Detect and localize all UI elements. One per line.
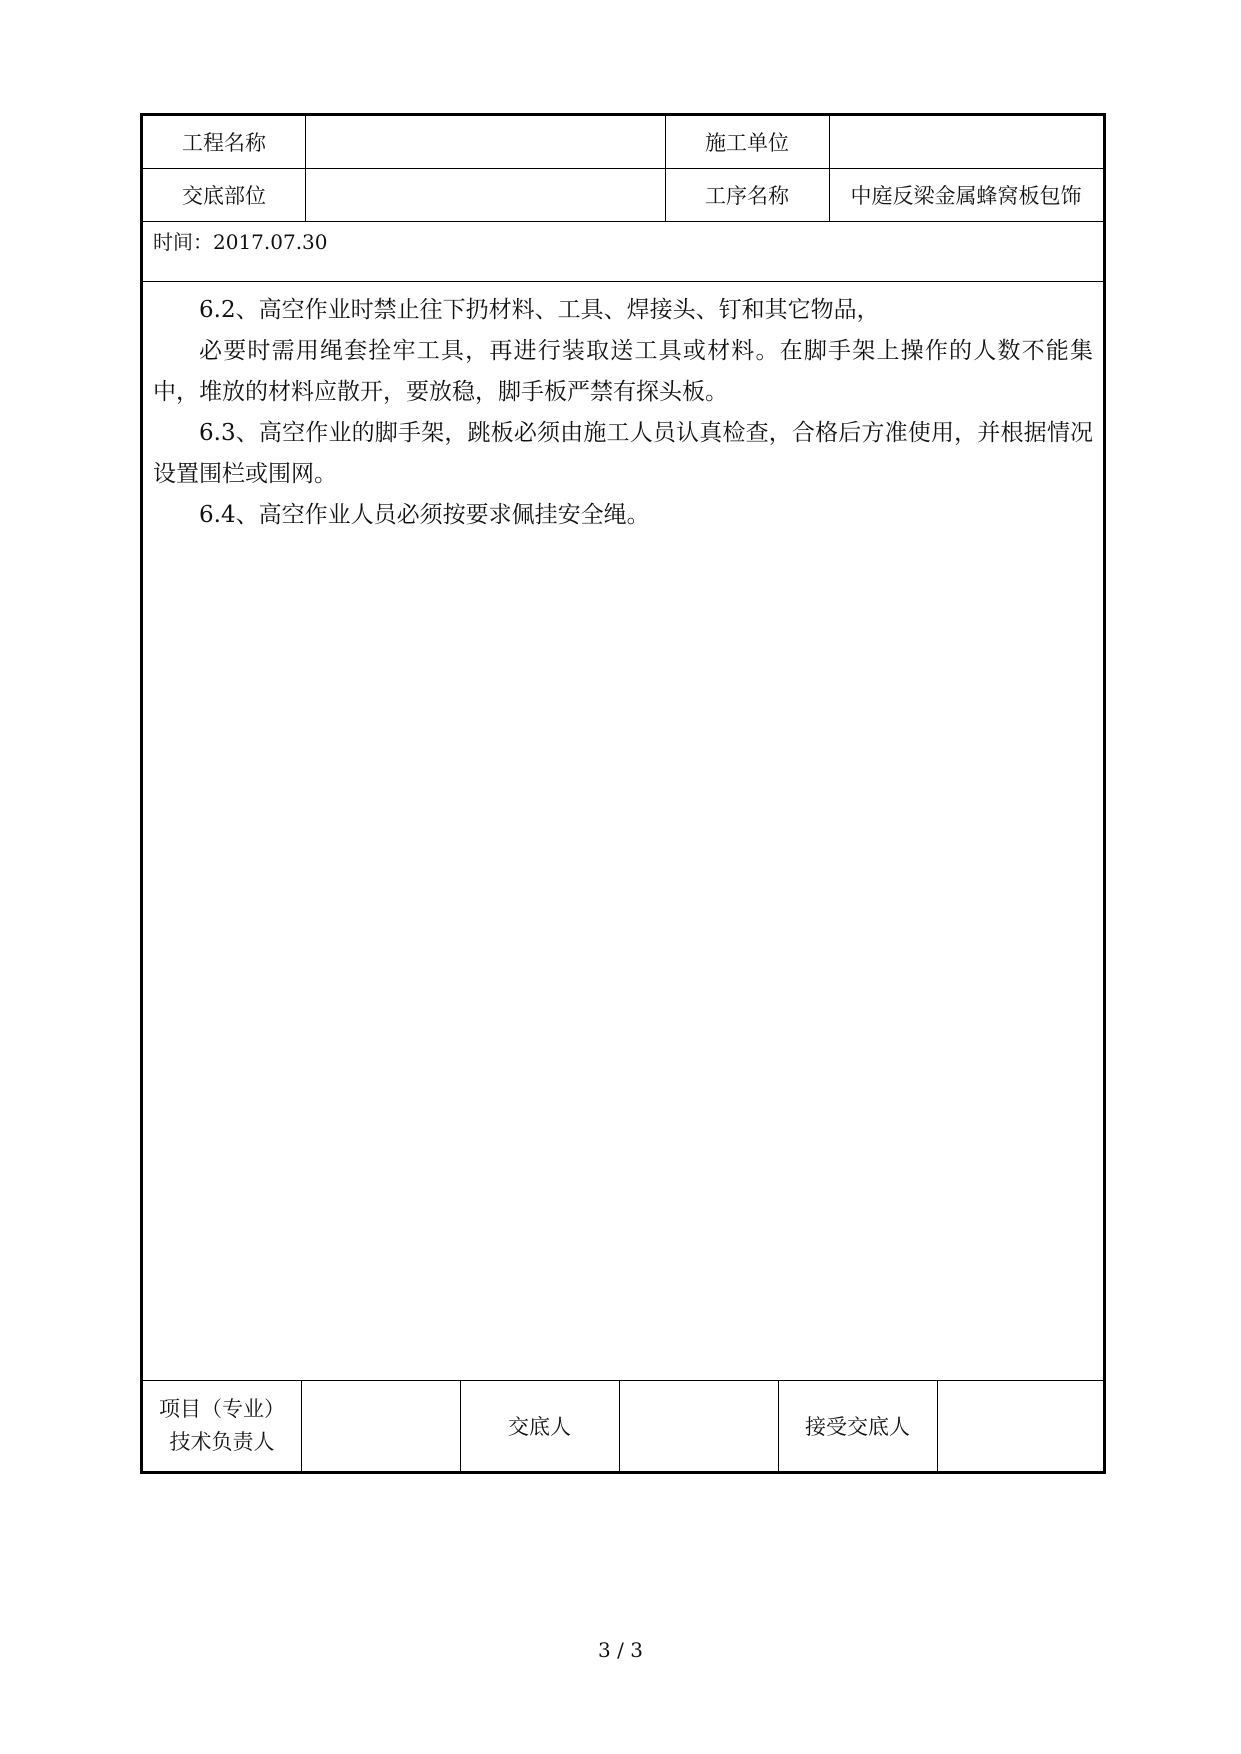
tech-lead-label [143, 1381, 301, 1471]
receiver-value [937, 1381, 1103, 1471]
content-text [153, 290, 1093, 536]
handover-form-table [140, 113, 1106, 1474]
tech-lead-label-line1: 项目（专业） [159, 1397, 285, 1421]
page-number: 3 / 3 [598, 1638, 643, 1662]
handover-part-value [305, 169, 665, 221]
time-text: 时间：2017.07.30 [153, 230, 328, 254]
receiver-label: 接受交底人 [805, 1415, 910, 1439]
handover-part-label: 交底部位 [182, 184, 266, 208]
process-name-label: 工序名称 [705, 184, 789, 208]
paragraph: 6.4、高空作业人员必须按要求佩挂安全绳。 [199, 502, 650, 528]
project-name-value [305, 116, 665, 168]
paragraph: 6.2、高空作业时禁止往下扔材料、工具、焊接头、钉和其它物品， [199, 297, 880, 323]
signature-row [143, 1380, 1103, 1471]
construction-unit-value [829, 116, 1103, 168]
project-name-label: 工程名称 [182, 131, 266, 155]
process-name-value: 中庭反梁金属蜂窝板包饰 [850, 184, 1082, 208]
paragraph: 6.3、高空作业的脚手架，跳板必须由施工人员认真检查，合格后方准使用，并根据情况设置围栏或围网。 [153, 420, 1093, 487]
discloser-label: 交底人 [508, 1415, 571, 1439]
header-row-1 [143, 116, 1103, 169]
content-area [143, 282, 1103, 1383]
tech-lead-value [301, 1381, 460, 1471]
discloser-value [619, 1381, 778, 1471]
paragraph: 必要时需用绳套拴牢工具，再进行装取送工具或材料。在脚手架上操作的人数不能集中，堆放的材料应散开，要放稳，脚手板严禁有探头板。 [153, 338, 1093, 405]
construction-unit-label: 施工单位 [705, 131, 789, 155]
time-row [143, 222, 1103, 282]
tech-lead-label-line2: 技术负责人 [169, 1430, 275, 1454]
header-row-2 [143, 169, 1103, 222]
